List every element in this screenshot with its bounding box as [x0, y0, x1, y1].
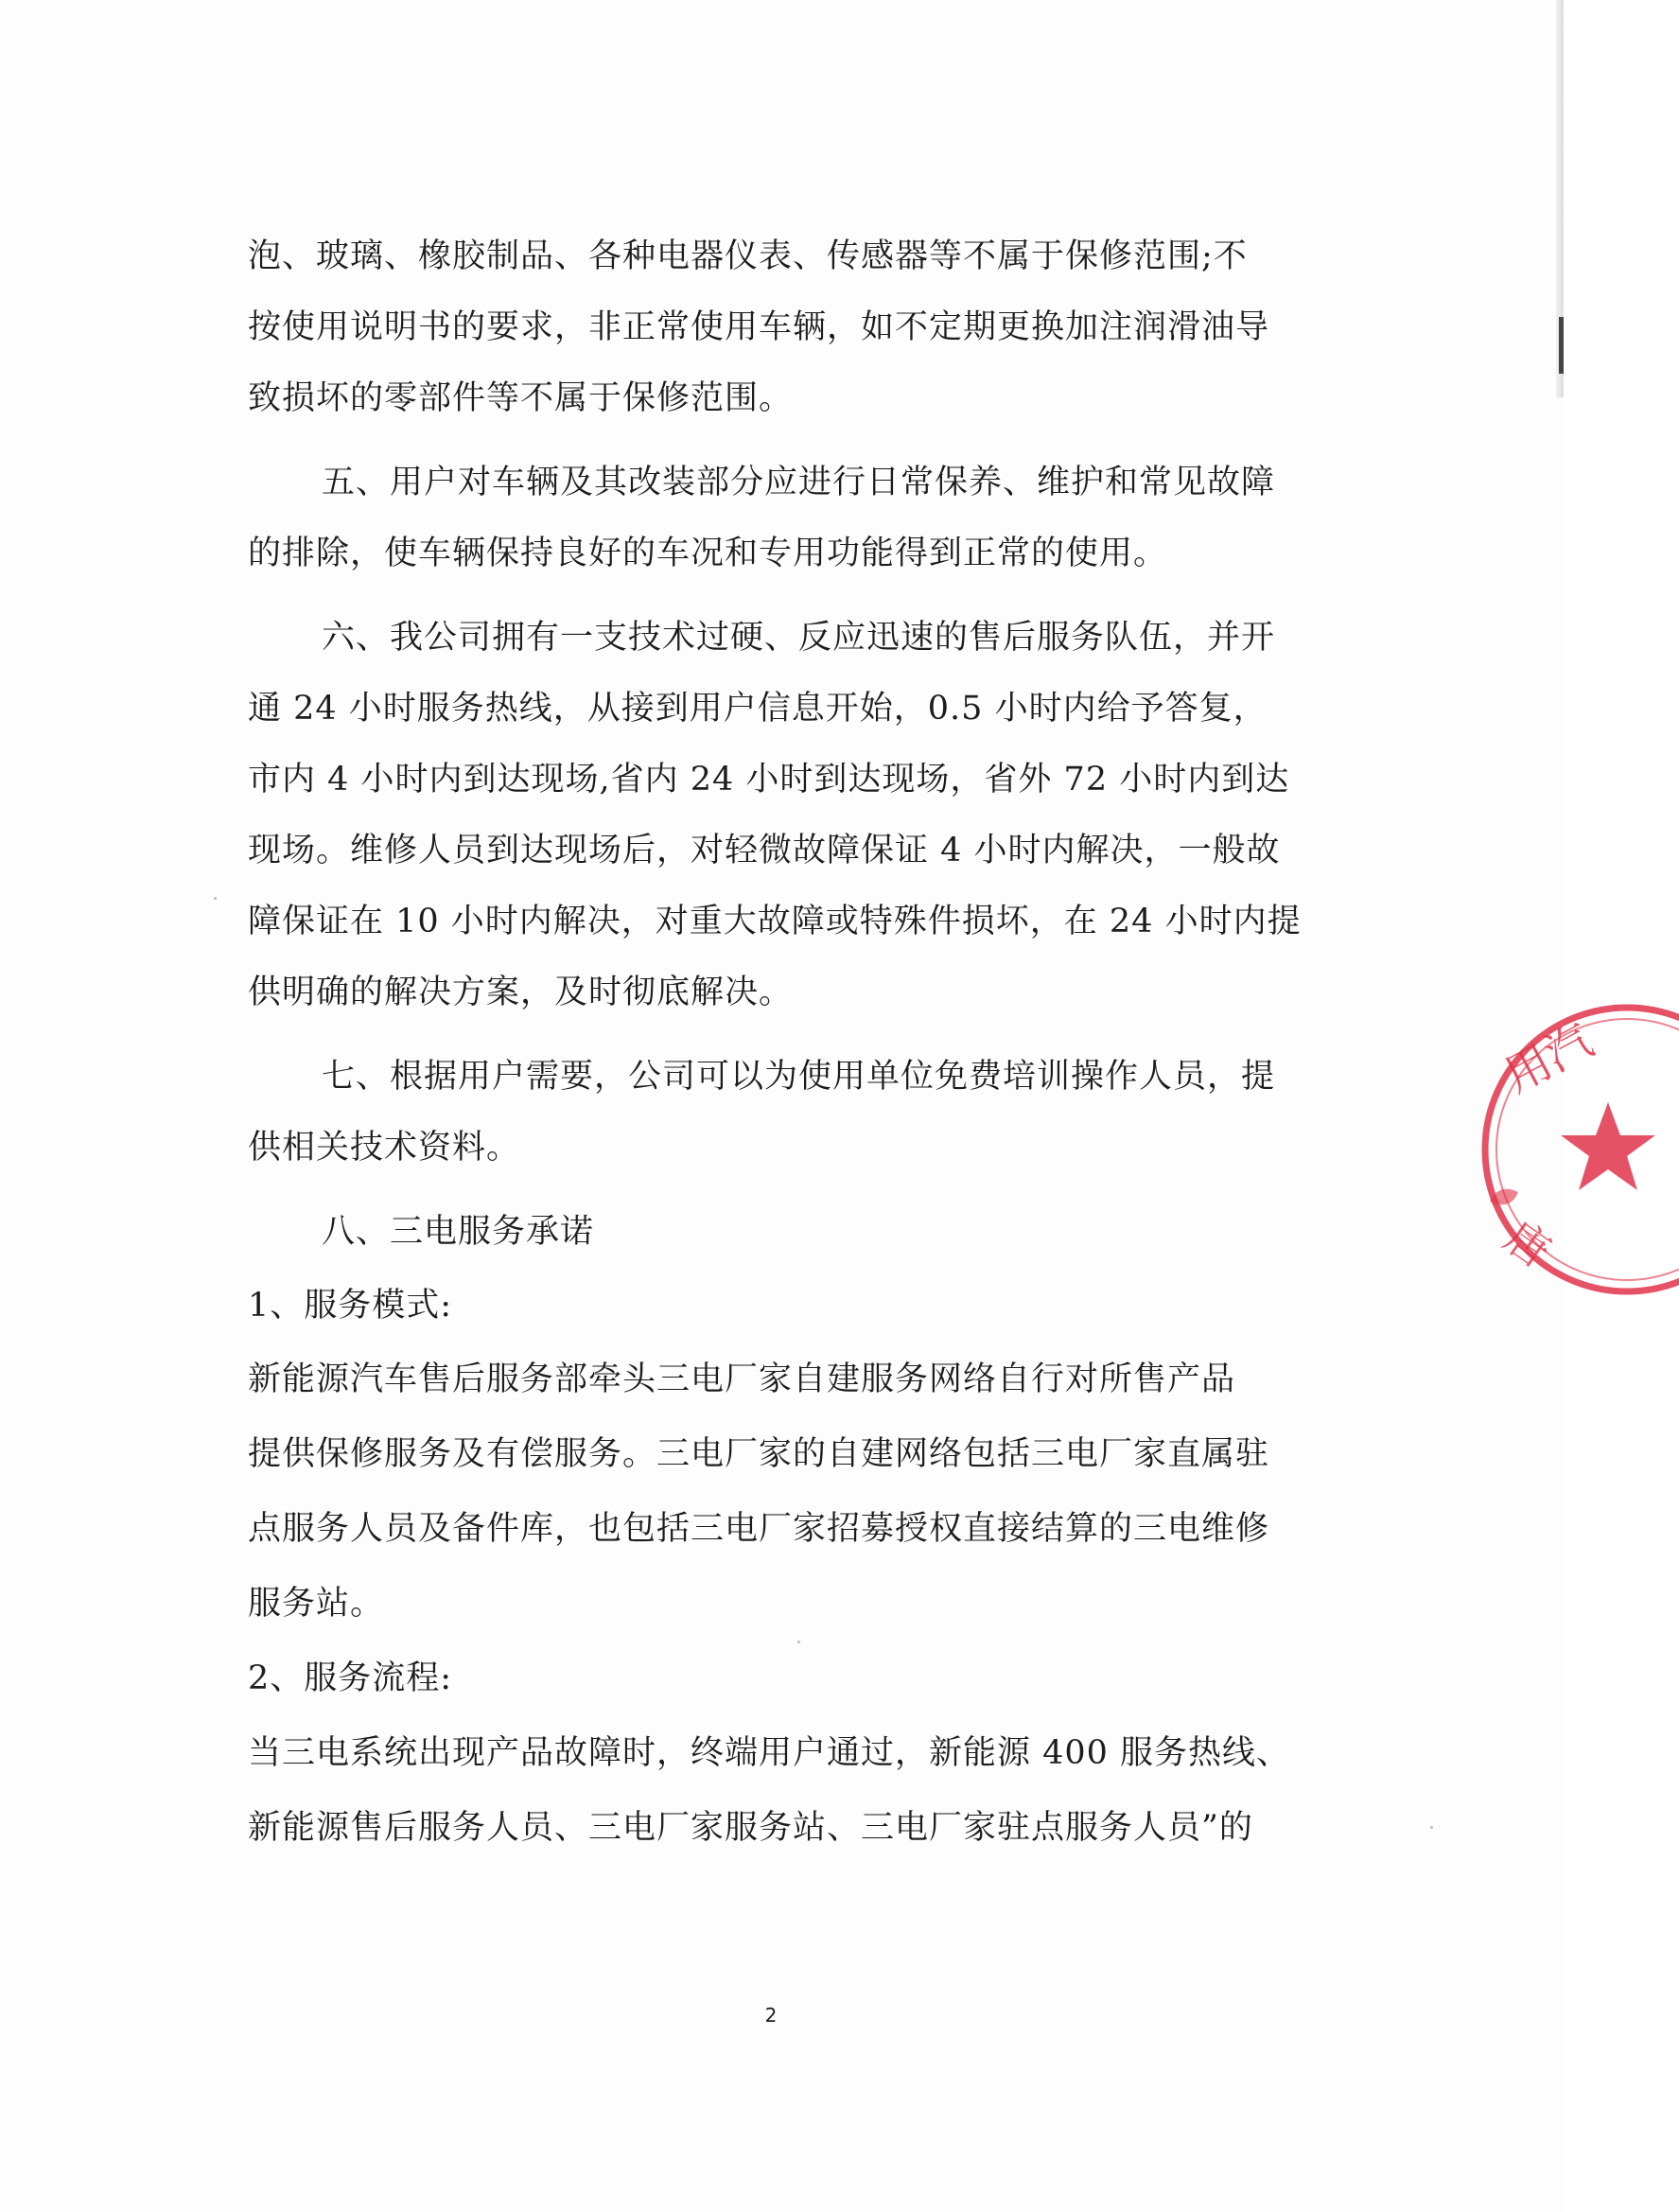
text-line: 八、三电服务承诺: [322, 1213, 595, 1251]
text-line: 供明确的解决方案，及时彻底解决。: [248, 974, 794, 1011]
text-line: 2、服务流程:: [248, 1659, 453, 1697]
text-line: 障保证在 10 小时内解决，对重大故障或特殊件损坏，在 24 小时内提: [248, 903, 1302, 940]
seal-text: 用汽: [1495, 1013, 1601, 1104]
text-line: 的排除，使车辆保持良好的车况和专用功能得到正常的使用。: [248, 535, 1168, 572]
text-line: 市内 4 小时内到达现场,省内 24 小时到达现场，省外 72 小时内到达: [248, 761, 1290, 799]
text-line: 服务站。: [248, 1585, 385, 1623]
text-line: 泡、玻璃、橡胶制品、各种电器仪表、传感器等不属于保修范围;不: [248, 237, 1248, 275]
text-line: 新能源售后服务人员、三电厂家服务站、三电厂家驻点服务人员”的: [248, 1809, 1253, 1847]
page-number: 2: [764, 2004, 778, 2027]
text-line: 通 24 小时服务热线，从接到用户信息开始，0.5 小时内给予答复，: [248, 690, 1268, 728]
company-seal-icon: [1471, 993, 1679, 1306]
scan-speck: [1430, 1826, 1433, 1829]
text-line: 提供保修服务及有偿服务。三电厂家的自建网络包括三电厂家直属驻: [248, 1435, 1270, 1473]
text-line: 点服务人员及备件库，也包括三电厂家招募授权直接结算的三电维修: [248, 1510, 1270, 1548]
text-line: 致损坏的零部件等不属于保修范围。: [248, 379, 794, 417]
scan-speck: [214, 897, 217, 900]
text-line: 五、用户对车辆及其改装部分应进行日常保养、维护和常见故障: [322, 464, 1276, 501]
text-line: 按使用说明书的要求，非正常使用车辆，如不定期更换加注润滑油导: [248, 308, 1270, 346]
text-line: 现场。维修人员到达现场后，对轻微故障保证 4 小时内解决，一般故: [248, 832, 1281, 869]
text-line: 七、根据用户需要，公司可以为使用单位免费培训操作人员，提: [322, 1058, 1276, 1096]
text-line: 六、我公司拥有一支技术过硬、反应迅速的售后服务队伍，并开: [322, 619, 1276, 657]
text-line: 1、服务模式:: [248, 1287, 453, 1325]
scan-mark: [1559, 317, 1564, 374]
text-line: 供相关技术资料。: [248, 1129, 521, 1167]
seal-text: 唐: [1495, 1210, 1561, 1278]
text-line: 当三电系统出现产品故障时，终端用户通过，新能源 400 服务热线、: [248, 1734, 1291, 1772]
scan-speck: [797, 1641, 800, 1643]
text-line: 新能源汽车售后服务部牵头三电厂家自建服务网络自行对所售产品: [248, 1361, 1236, 1398]
